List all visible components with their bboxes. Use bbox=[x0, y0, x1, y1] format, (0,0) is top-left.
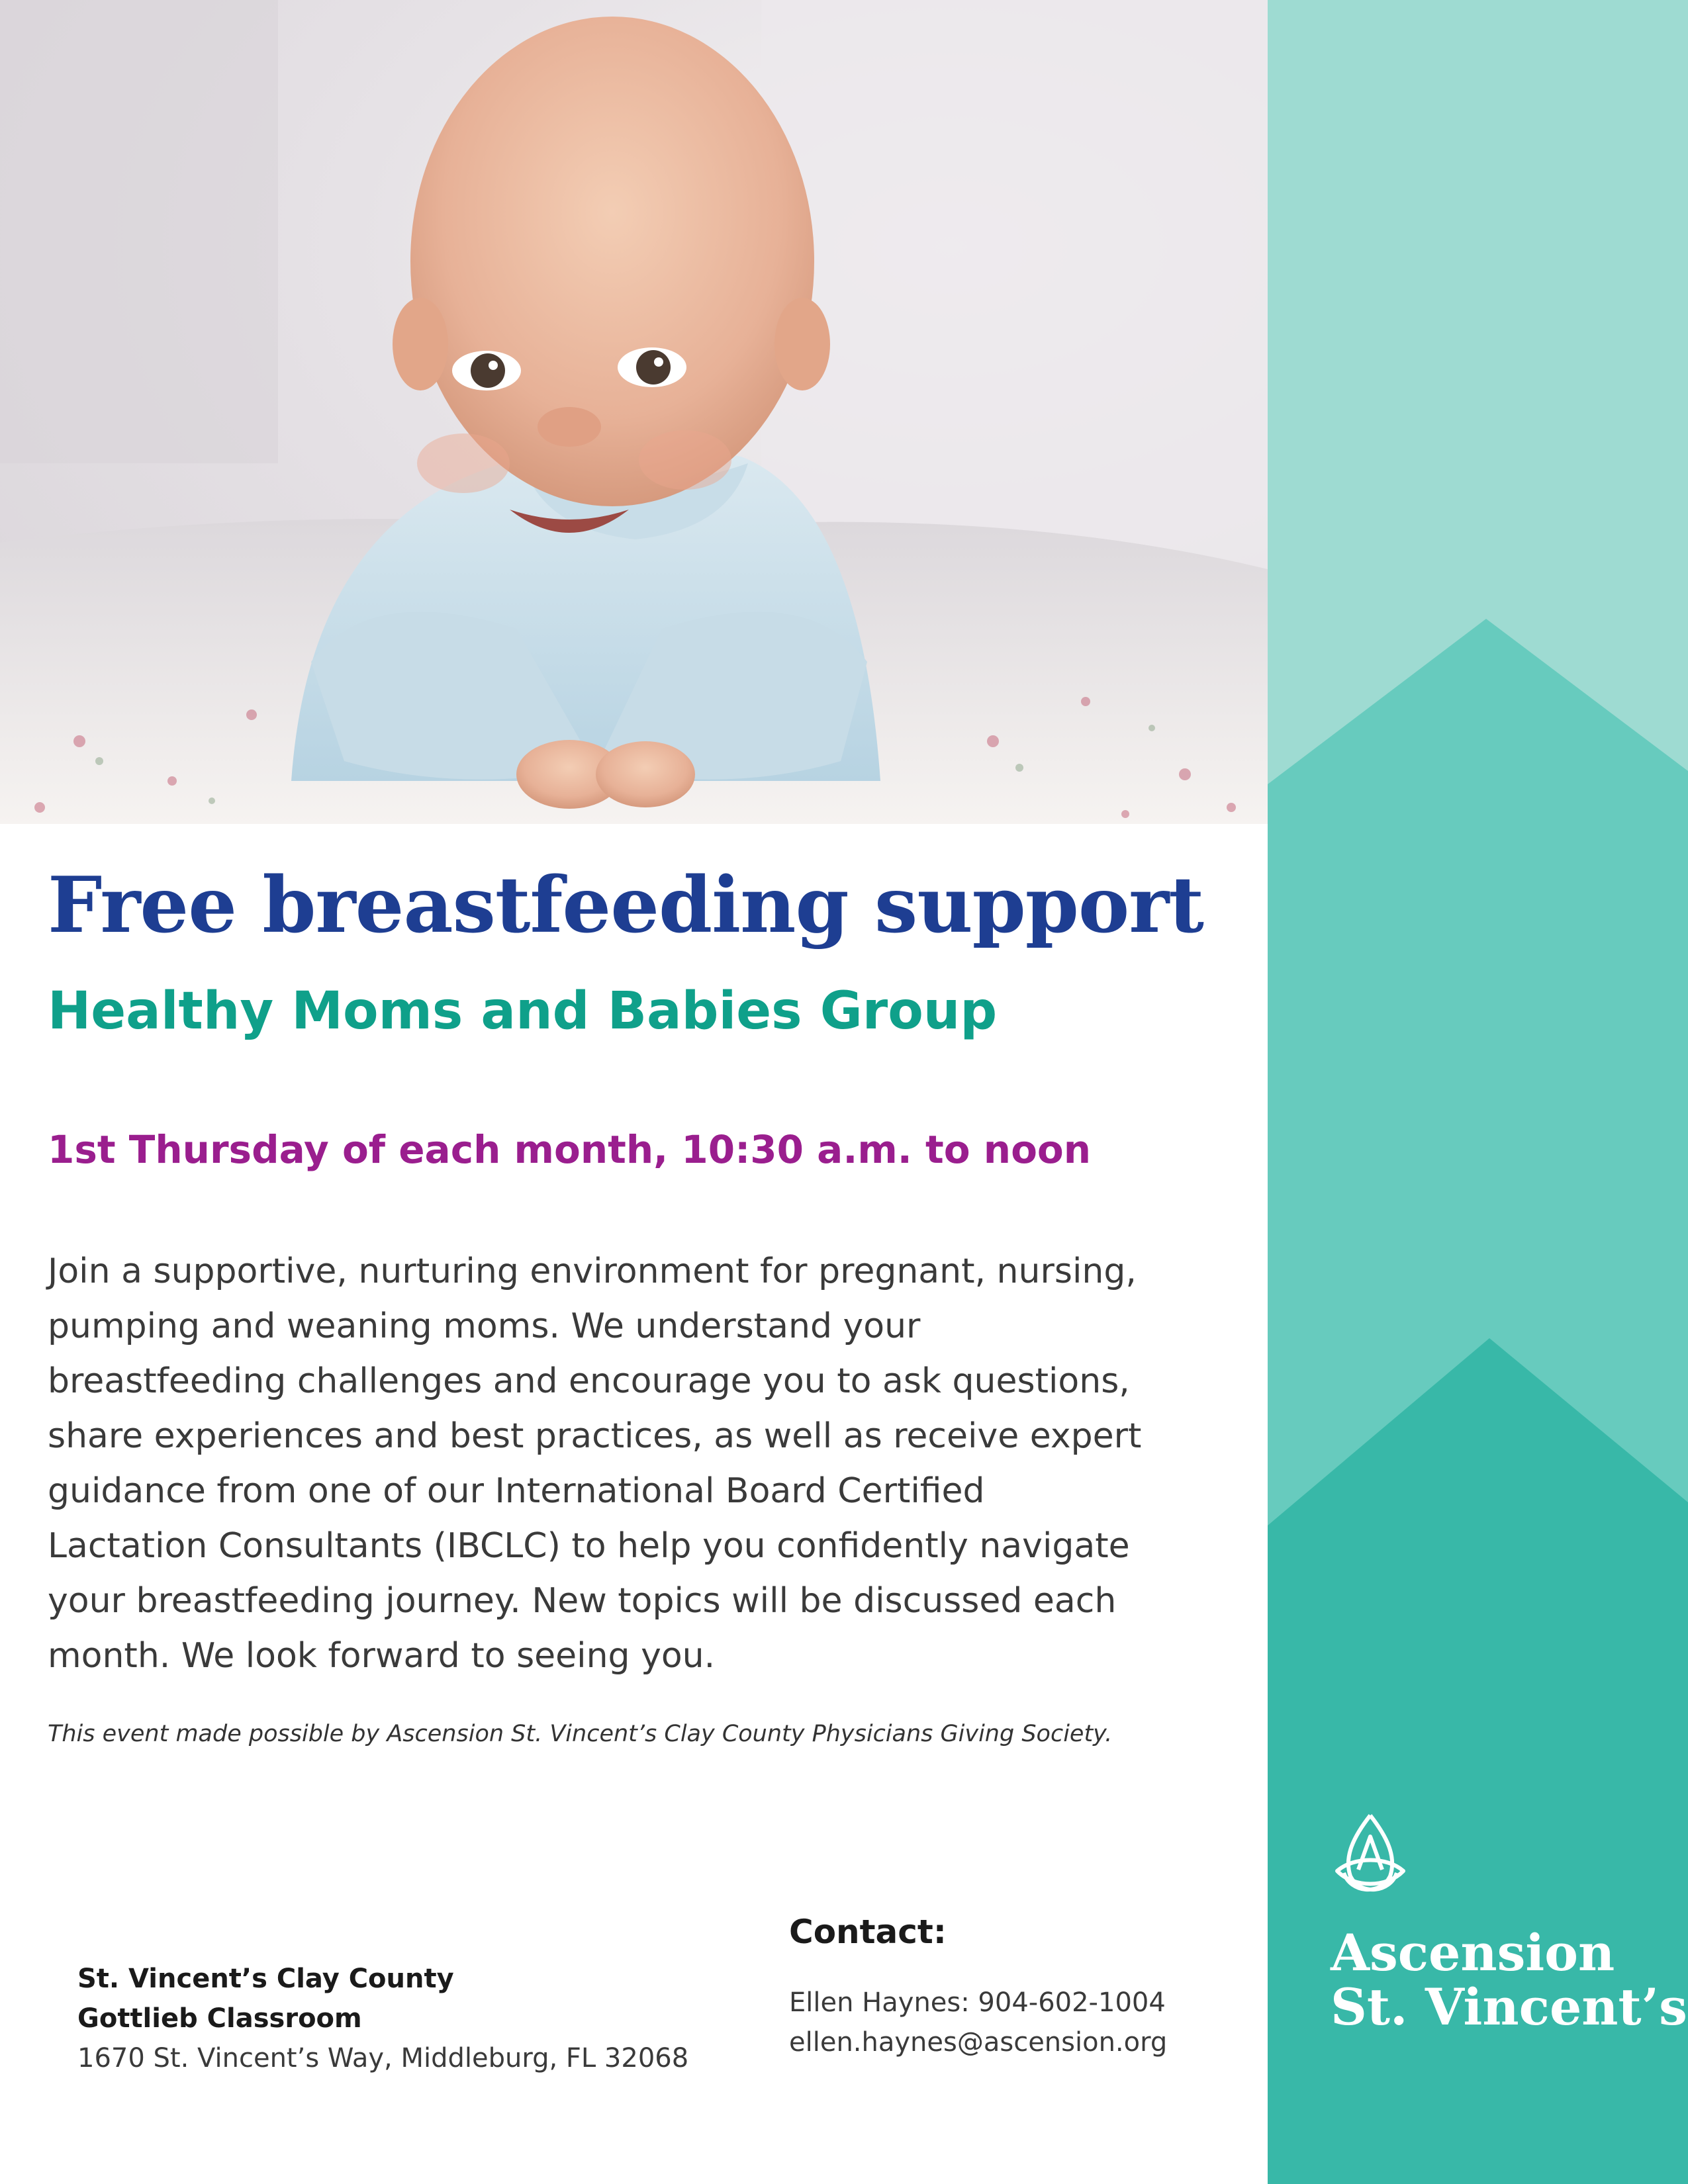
description-line: Lactation Consultants (IBCLC) to help you confidently navigate bbox=[48, 1526, 1130, 1566]
page-title: Free breastfeeding support bbox=[48, 860, 1203, 950]
contact-heading: Contact: bbox=[789, 1913, 947, 1951]
ascension-triquetra-icon bbox=[1324, 1810, 1417, 1903]
ascension-logo bbox=[1268, 1800, 1688, 2078]
logo-line-2: St. Vincent’s bbox=[1331, 1978, 1687, 2036]
location-room: Gottlieb Classroom bbox=[77, 2003, 362, 2034]
description-line: guidance from one of our International Board Certified bbox=[48, 1471, 985, 1511]
group-name: Healthy Moms and Babies Group bbox=[48, 981, 998, 1041]
description-line: share experiences and best practices, as well as receive expert bbox=[48, 1416, 1142, 1456]
description bbox=[48, 1244, 1239, 1684]
location-block bbox=[77, 1959, 739, 2078]
sponsor-note: This event made possible by Ascension St. Vincent’s Clay County Physicians Giving Society. bbox=[48, 1721, 1113, 1747]
description-line: month. We look forward to seeing you. bbox=[48, 1636, 716, 1676]
description-line: your breastfeeding journey. New topics will be discussed each bbox=[48, 1581, 1117, 1621]
contact-block bbox=[789, 1913, 1252, 2062]
contact-email[interactable]: ellen.haynes@ascension.org bbox=[789, 2027, 1168, 2058]
logo-wordmark bbox=[1331, 1923, 1687, 2036]
schedule-text: 1st Thursday of each month, 10:30 a.m. to noon bbox=[48, 1127, 1092, 1172]
location-name: St. Vincent’s Clay County bbox=[77, 1964, 454, 1994]
description-line: breastfeeding challenges and encourage you to ask questions, bbox=[48, 1361, 1130, 1401]
baby-photo bbox=[0, 0, 1268, 824]
hero-photo bbox=[0, 0, 1268, 824]
description-line: pumping and weaning moms. We understand your bbox=[48, 1306, 921, 1346]
location-address: 1670 St. Vincent’s Way, Middleburg, FL 32068 bbox=[77, 2043, 689, 2073]
logo-line-1: Ascension bbox=[1331, 1923, 1615, 1982]
description-line: Join a supportive, nurturing environment for pregnant, nursing, bbox=[48, 1251, 1137, 1291]
contact-phone[interactable]: Ellen Haynes: 904-602-1004 bbox=[789, 1987, 1166, 2018]
